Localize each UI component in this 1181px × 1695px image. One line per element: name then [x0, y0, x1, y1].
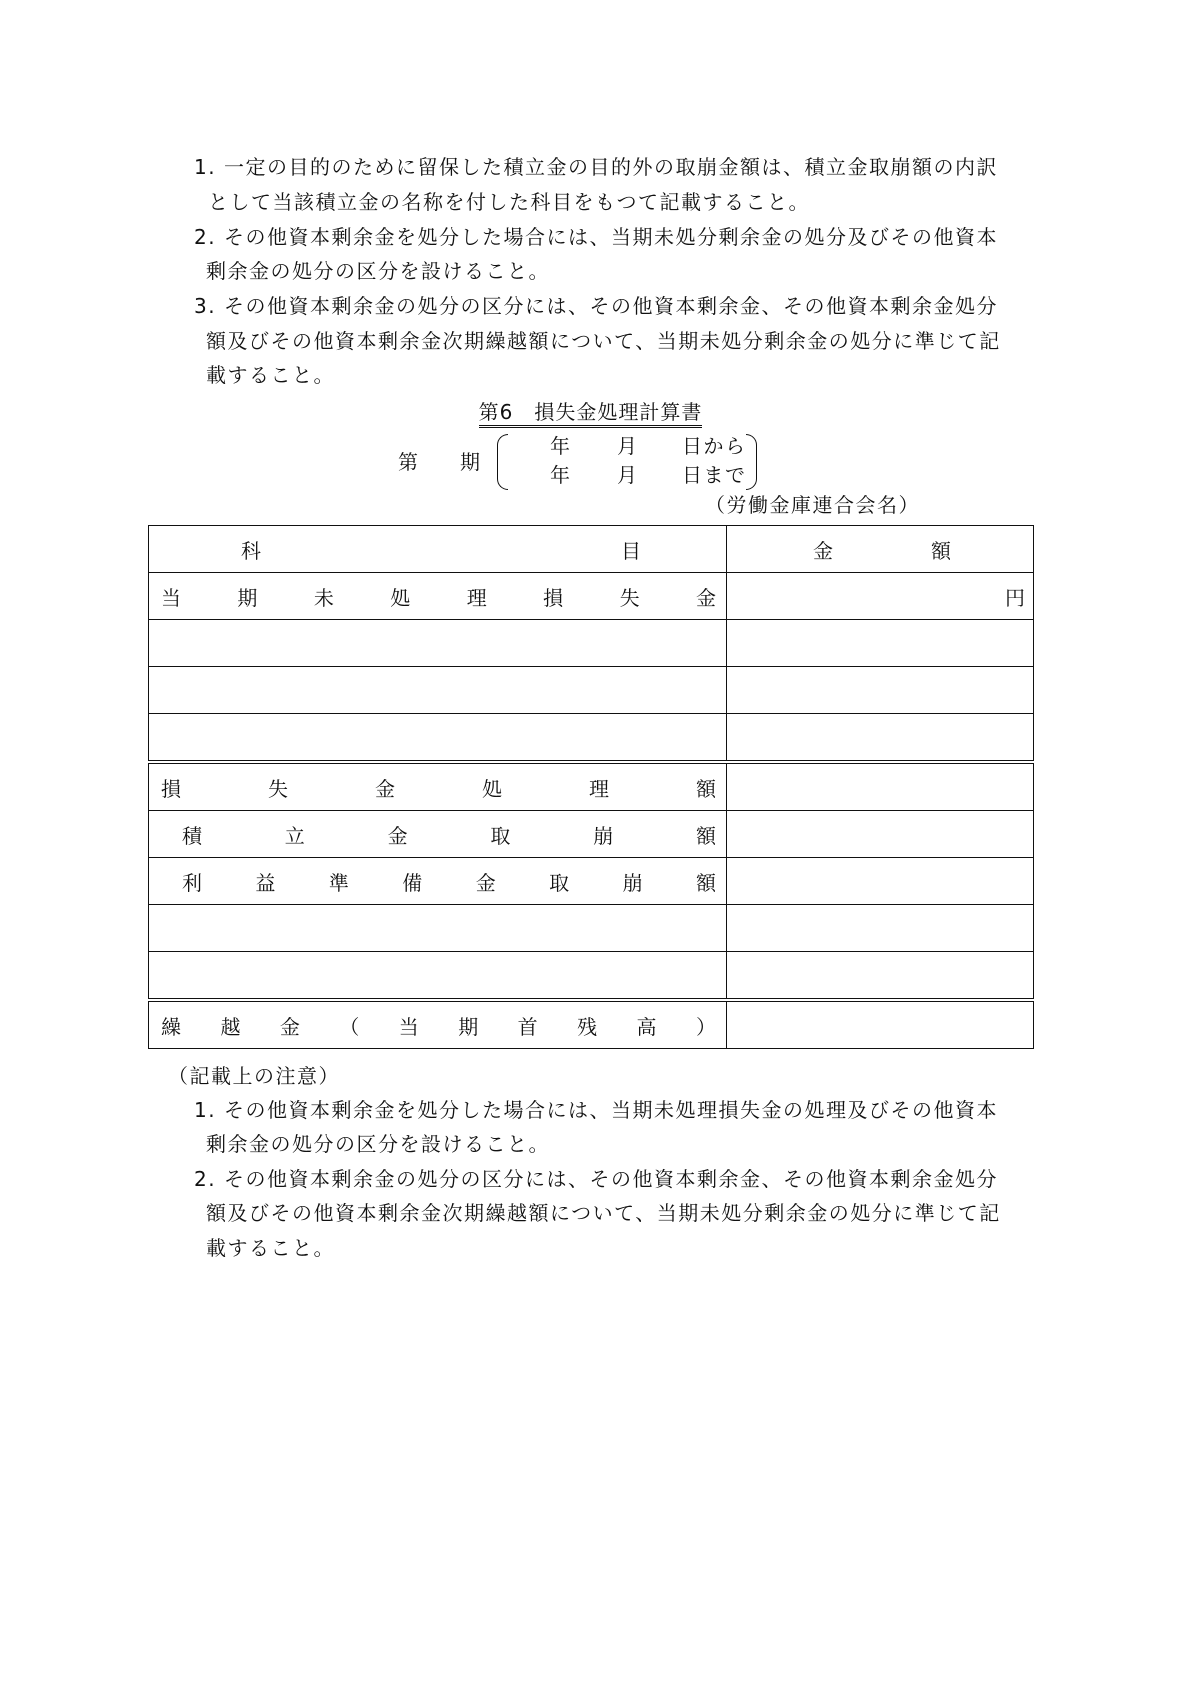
table-row — [149, 952, 1034, 1001]
note-1-line-1: 1. 一定の目的のために留保した積立金の目的外の取崩金額は、積立金取崩額の内訳 — [194, 155, 998, 179]
row-amount[interactable] — [727, 620, 1034, 667]
row-subject: 当期未処理損失金 — [161, 585, 716, 610]
row-amount[interactable] — [727, 762, 1034, 811]
row-subject: 積立金取崩額 — [182, 823, 716, 848]
table-row — [149, 714, 1034, 763]
bottom-note-1-line-1: 1. その他資本剰余金を処分した場合には、当期未処理損失金の処理及びその他資本 — [194, 1098, 998, 1122]
table-row — [149, 858, 1034, 905]
row-amount[interactable] — [727, 905, 1034, 952]
note-2-line-1: 2. その他資本剰余金を処分した場合には、当期未処分剰余金の処分及びその他資本 — [194, 225, 998, 249]
table-row — [149, 1000, 1034, 1049]
from-day: 日から — [682, 434, 747, 458]
header-amount: 金額 — [813, 538, 951, 563]
row-subject: 損失金処理額 — [161, 776, 716, 801]
table-row — [149, 811, 1034, 858]
row-subject[interactable] — [149, 667, 727, 714]
bottom-note-2-line-1: 2. その他資本剰余金の処分の区分には、その他資本剰余金、その他資本剰余金処分 — [194, 1167, 998, 1191]
row-subject[interactable] — [149, 952, 727, 1001]
header-subject: 科目 — [241, 538, 641, 563]
to-month: 月 — [617, 463, 639, 487]
loss-disposition-table — [148, 525, 1034, 1049]
right-bracket — [746, 434, 757, 490]
row-subject: 繰越金（当期首残高） — [161, 1014, 716, 1039]
period-ki: 期 — [460, 450, 482, 474]
to-day: 日まで — [682, 463, 747, 487]
row-amount[interactable] — [727, 952, 1034, 1001]
left-bracket — [497, 434, 508, 490]
row-amount[interactable] — [727, 1000, 1034, 1049]
row-subject[interactable] — [149, 714, 727, 763]
note-3-line-3: 載すること。 — [206, 363, 335, 387]
org-name: （労働金庫連合会名） — [705, 493, 920, 517]
table-row — [149, 573, 1034, 620]
row-subject: 利益準備金取崩額 — [182, 870, 716, 895]
bottom-note-1-line-2: 剰余金の処分の区分を設けること。 — [206, 1132, 550, 1156]
row-subject[interactable] — [149, 620, 727, 667]
row-amount[interactable] — [727, 858, 1034, 905]
bottom-note-2-line-3: 載すること。 — [206, 1236, 335, 1260]
document-title: 第6 損失金処理計算書 — [0, 396, 1181, 425]
period-dai: 第 — [398, 450, 420, 474]
from-year: 年 — [550, 434, 572, 458]
note-3-line-1: 3. その他資本剰余金の処分の区分には、その他資本剰余金、その他資本剰余金処分 — [194, 294, 998, 318]
table-row — [149, 905, 1034, 952]
from-month: 月 — [617, 434, 639, 458]
table-row — [149, 620, 1034, 667]
bottom-note-2-line-2: 額及びその他資本剰余金次期繰越額について、当期未処分剰余金の処分に準じて記 — [206, 1201, 1001, 1225]
notes-heading: （記載上の注意） — [168, 1064, 340, 1088]
note-1-line-2: として当該積立金の名称を付した科目をもつて記載すること。 — [208, 190, 810, 214]
note-3-line-2: 額及びその他資本剰余金次期繰越額について、当期未処分剰余金の処分に準じて記 — [206, 329, 1001, 353]
row-amount[interactable] — [727, 714, 1034, 763]
row-amount[interactable] — [727, 667, 1034, 714]
row-subject[interactable] — [149, 905, 727, 952]
table-row — [149, 667, 1034, 714]
table-row — [149, 762, 1034, 811]
note-2-line-2: 剰余金の処分の区分を設けること。 — [206, 259, 550, 283]
table-header — [149, 526, 1034, 573]
row-amount[interactable]: 円 — [727, 573, 1034, 620]
row-amount[interactable] — [727, 811, 1034, 858]
to-year: 年 — [550, 463, 572, 487]
